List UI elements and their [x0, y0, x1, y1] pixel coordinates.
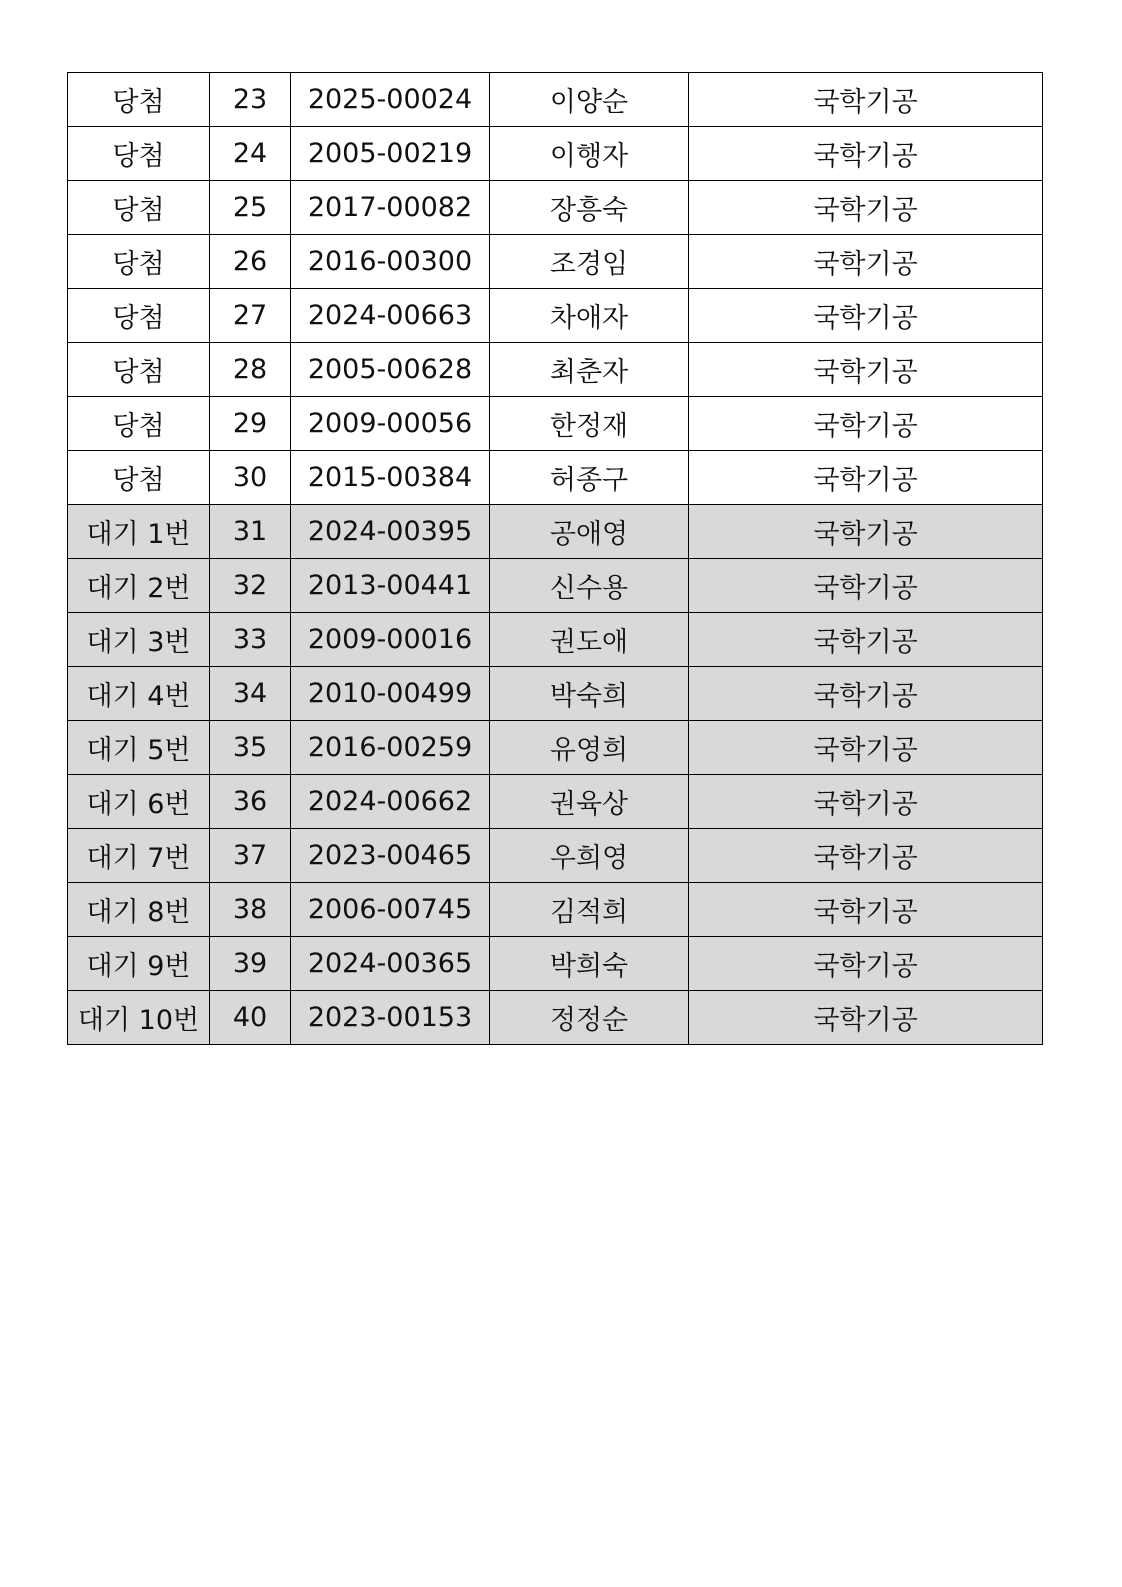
course-cell: 국학기공	[689, 451, 1043, 505]
table-row	[68, 343, 1043, 397]
status-cell: 대기 1번	[68, 505, 210, 559]
sequence-number-cell: 30	[210, 451, 291, 505]
status-cell: 대기 6번	[68, 775, 210, 829]
table-row-waitlist	[68, 505, 1043, 559]
registration-number-cell: 2009-00016	[291, 613, 490, 667]
sequence-number-cell: 26	[210, 235, 291, 289]
registration-number-cell: 2016-00300	[291, 235, 490, 289]
sequence-number-cell: 25	[210, 181, 291, 235]
status-cell: 대기 10번	[68, 991, 210, 1045]
course-cell: 국학기공	[689, 721, 1043, 775]
status-cell: 대기 9번	[68, 937, 210, 991]
status-cell: 당첨	[68, 451, 210, 505]
registration-number-cell: 2013-00441	[291, 559, 490, 613]
registration-number-cell: 2024-00663	[291, 289, 490, 343]
registration-number-cell: 2024-00662	[291, 775, 490, 829]
course-cell: 국학기공	[689, 127, 1043, 181]
table-row-waitlist	[68, 937, 1043, 991]
table-row-waitlist	[68, 667, 1043, 721]
status-cell: 당첨	[68, 73, 210, 127]
registration-number-cell: 2015-00384	[291, 451, 490, 505]
table-row-waitlist	[68, 559, 1043, 613]
applicant-name-cell: 김적희	[490, 883, 689, 937]
course-cell: 국학기공	[689, 613, 1043, 667]
sequence-number-cell: 35	[210, 721, 291, 775]
registration-number-cell: 2005-00628	[291, 343, 490, 397]
course-cell: 국학기공	[689, 829, 1043, 883]
applicant-name-cell: 장흥숙	[490, 181, 689, 235]
status-cell: 대기 2번	[68, 559, 210, 613]
applicant-name-cell: 이양순	[490, 73, 689, 127]
registration-number-cell: 2005-00219	[291, 127, 490, 181]
status-cell: 당첨	[68, 235, 210, 289]
table-row-waitlist	[68, 721, 1043, 775]
applicant-name-cell: 권도애	[490, 613, 689, 667]
sequence-number-cell: 31	[210, 505, 291, 559]
sequence-number-cell: 28	[210, 343, 291, 397]
status-cell: 대기 4번	[68, 667, 210, 721]
sequence-number-cell: 32	[210, 559, 291, 613]
status-cell: 대기 8번	[68, 883, 210, 937]
status-cell: 당첨	[68, 397, 210, 451]
table-row-waitlist	[68, 883, 1043, 937]
sequence-number-cell: 27	[210, 289, 291, 343]
registration-number-cell: 2009-00056	[291, 397, 490, 451]
sequence-number-cell: 24	[210, 127, 291, 181]
sequence-number-cell: 33	[210, 613, 291, 667]
sequence-number-cell: 23	[210, 73, 291, 127]
status-cell: 대기 3번	[68, 613, 210, 667]
applicant-name-cell: 이행자	[490, 127, 689, 181]
applicant-name-cell: 유영희	[490, 721, 689, 775]
registration-number-cell: 2023-00153	[291, 991, 490, 1045]
table-row	[68, 235, 1043, 289]
registration-number-cell: 2025-00024	[291, 73, 490, 127]
registration-number-cell: 2006-00745	[291, 883, 490, 937]
applicant-name-cell: 신수용	[490, 559, 689, 613]
sequence-number-cell: 40	[210, 991, 291, 1045]
applicant-name-cell: 우희영	[490, 829, 689, 883]
course-cell: 국학기공	[689, 667, 1043, 721]
table-row-waitlist	[68, 829, 1043, 883]
table-row-waitlist	[68, 613, 1043, 667]
applicant-name-cell: 정정순	[490, 991, 689, 1045]
registration-number-cell: 2024-00365	[291, 937, 490, 991]
registration-number-cell: 2017-00082	[291, 181, 490, 235]
status-cell: 당첨	[68, 289, 210, 343]
applicant-name-cell: 박희숙	[490, 937, 689, 991]
sequence-number-cell: 29	[210, 397, 291, 451]
registration-number-cell: 2023-00465	[291, 829, 490, 883]
applicant-name-cell: 조경임	[490, 235, 689, 289]
status-cell: 대기 7번	[68, 829, 210, 883]
sequence-number-cell: 38	[210, 883, 291, 937]
table-row-waitlist	[68, 991, 1043, 1045]
sequence-number-cell: 34	[210, 667, 291, 721]
course-cell: 국학기공	[689, 775, 1043, 829]
sequence-number-cell: 39	[210, 937, 291, 991]
status-cell: 대기 5번	[68, 721, 210, 775]
table-row-waitlist	[68, 775, 1043, 829]
course-cell: 국학기공	[689, 235, 1043, 289]
table-row	[68, 397, 1043, 451]
registration-number-cell: 2016-00259	[291, 721, 490, 775]
table-row	[68, 73, 1043, 127]
course-cell: 국학기공	[689, 181, 1043, 235]
applicant-name-cell: 박숙희	[490, 667, 689, 721]
course-cell: 국학기공	[689, 289, 1043, 343]
course-cell: 국학기공	[689, 883, 1043, 937]
course-cell: 국학기공	[689, 937, 1043, 991]
table-row	[68, 289, 1043, 343]
table-row	[68, 451, 1043, 505]
table-row	[68, 181, 1043, 235]
applicant-name-cell: 한정재	[490, 397, 689, 451]
applicant-name-cell: 허종구	[490, 451, 689, 505]
status-cell: 당첨	[68, 181, 210, 235]
course-cell: 국학기공	[689, 505, 1043, 559]
results-table-body	[68, 73, 1043, 1045]
sequence-number-cell: 36	[210, 775, 291, 829]
lottery-results-table	[67, 72, 1043, 1045]
course-cell: 국학기공	[689, 73, 1043, 127]
status-cell: 당첨	[68, 343, 210, 397]
course-cell: 국학기공	[689, 991, 1043, 1045]
applicant-name-cell: 최춘자	[490, 343, 689, 397]
course-cell: 국학기공	[689, 397, 1043, 451]
applicant-name-cell: 차애자	[490, 289, 689, 343]
applicant-name-cell: 권육상	[490, 775, 689, 829]
status-cell: 당첨	[68, 127, 210, 181]
registration-number-cell: 2010-00499	[291, 667, 490, 721]
table-row	[68, 127, 1043, 181]
course-cell: 국학기공	[689, 559, 1043, 613]
course-cell: 국학기공	[689, 343, 1043, 397]
applicant-name-cell: 공애영	[490, 505, 689, 559]
sequence-number-cell: 37	[210, 829, 291, 883]
registration-number-cell: 2024-00395	[291, 505, 490, 559]
